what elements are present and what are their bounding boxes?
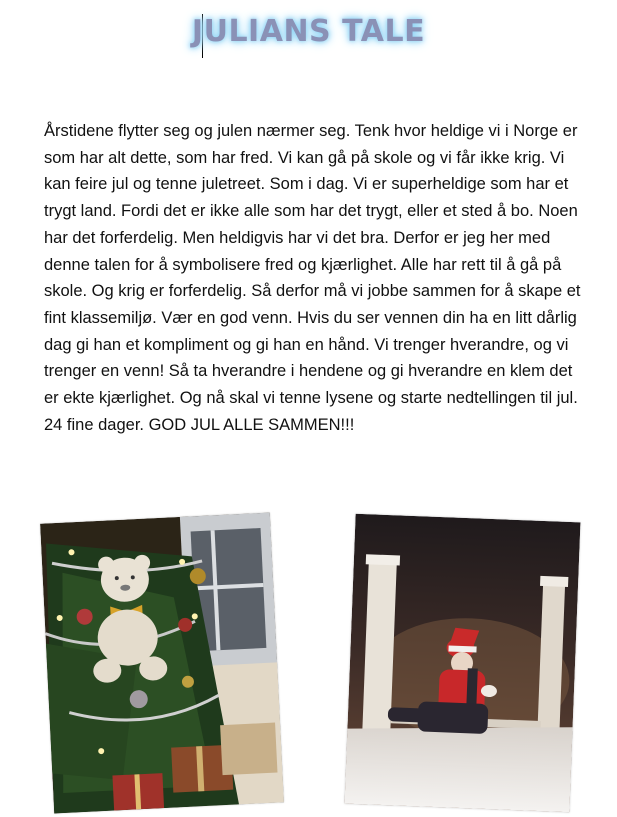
christmas-tree-teddy-bear-photo xyxy=(40,513,284,814)
child-in-santa-hat-on-snow-photo xyxy=(345,514,581,812)
speech-paragraph: Årstidene flytter seg og julen nærmer seg. Tenk hvor heldige vi i Norge er som har alt dette, som har fred. Vi kan gå på skole og vi får ikke krig. Vi kan feire jul og tenne juletreet. Som i dag. Vi er superheldige som har et trygt land. Fordi det er ikke alle som har det trygt, eller et sted å bo. Noen har det forferdelig. Men heldigvis har vi det bra. Derfor er jeg her med denne talen for å symbolisere fred og kjærlighet. Alle har rett til å gå på skole. Og krig er forferdelig. Så derfor må vi jobbe sammen for å skape et fint klassemiljø. Vær en god venn. Hvis du ser vennen din ha en litt dårlig dag gi han et kompliment og gi han en hånd. Vi trenger hverandre, og vi trenger en venn! Så ta hverandre i hendene og gi hverandre en klem det er ekte kjærlighet. Og nå skal vi tenne lysene og starte nedtellingen til jul. 24 fine dager. GOD JUL ALLE SAMMEN!!! xyxy=(44,122,581,434)
page-title: JULIANS TALE xyxy=(191,14,426,49)
